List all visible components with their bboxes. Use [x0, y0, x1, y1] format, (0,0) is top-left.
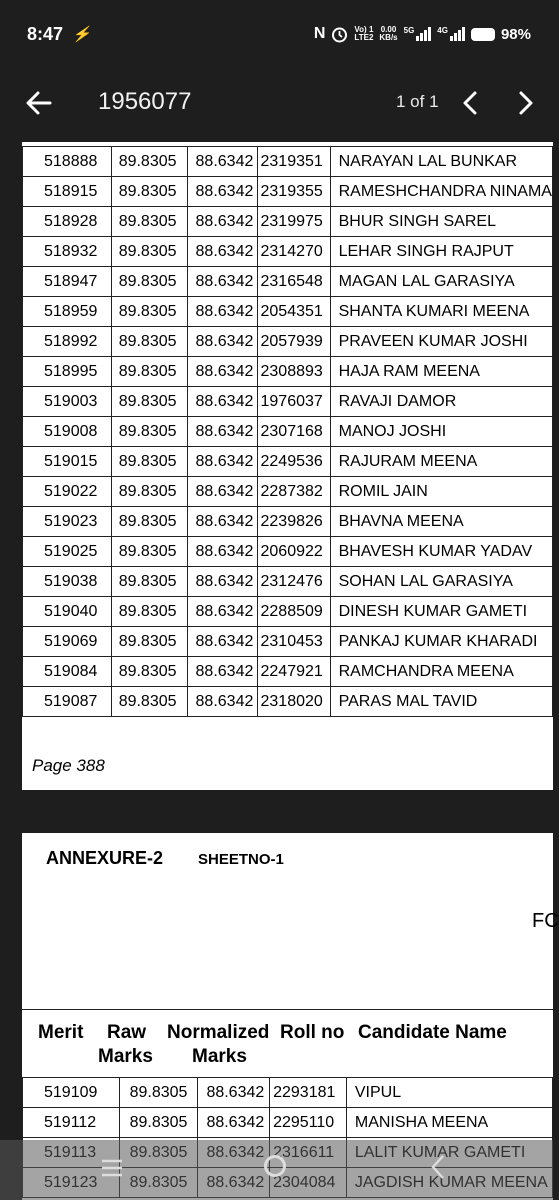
table-row — [23, 507, 553, 537]
table-row — [23, 687, 553, 717]
roll-no-cell: 2310453 — [257, 627, 330, 657]
candidate-name-cell: DINESH KUMAR GAMETI — [330, 597, 552, 627]
roll-no-cell: 2288509 — [257, 597, 330, 627]
header-raw-line2: Marks — [98, 1046, 153, 1067]
candidate-name-cell: MANOJ JOSHI — [330, 417, 552, 447]
raw-marks-cell: 89.8305 — [112, 507, 187, 537]
raw-marks-cell: 89.8305 — [112, 477, 187, 507]
normalized-marks-cell: 88.6342 — [187, 417, 257, 447]
header-merit: Merit — [38, 1022, 84, 1043]
roll-no-cell: 2249536 — [257, 447, 330, 477]
roll-no-cell: 2307168 — [257, 417, 330, 447]
normalized-marks-cell: 88.6342 — [187, 237, 257, 267]
candidate-name-cell: PARAS MAL TAVID — [330, 687, 552, 717]
status-time: 8:47 — [27, 24, 64, 44]
roll-no-cell: 2247921 — [257, 657, 330, 687]
battery-percent: 98% — [500, 25, 531, 43]
normalized-marks-cell: 88.6342 — [187, 447, 257, 477]
header-candidate-name: Candidate Name — [358, 1022, 507, 1043]
raw-marks-cell: 89.8305 — [112, 327, 187, 357]
raw-marks-cell: 89.8305 — [112, 537, 187, 567]
merit-cell: 519087 — [23, 687, 112, 717]
sheet-number: SHEETNO-1 — [198, 851, 284, 868]
raw-marks-cell: 89.8305 — [112, 387, 187, 417]
table-row — [23, 567, 553, 597]
candidate-name-cell: ROMIL JAIN — [330, 477, 552, 507]
candidate-name-cell: RAMCHANDRA MEENA — [330, 657, 552, 687]
raw-marks-cell: 89.8305 — [112, 597, 187, 627]
candidate-name-cell: MANISHA MEENA — [346, 1108, 552, 1138]
roll-no-cell: 1976037 — [257, 387, 330, 417]
normalized-marks-cell: 88.6342 — [187, 387, 257, 417]
table-row — [23, 177, 553, 207]
table-row — [23, 327, 553, 357]
battery-icon — [471, 28, 495, 41]
candidate-name-cell: PANKAJ KUMAR KHARADI — [330, 627, 552, 657]
raw-marks-cell: 89.8305 — [112, 207, 187, 237]
raw-marks-cell: 89.8305 — [112, 657, 187, 687]
header-top-border — [22, 1009, 553, 1010]
normalized-marks-cell: 88.6342 — [198, 1108, 270, 1138]
merit-cell: 518947 — [23, 267, 112, 297]
candidate-name-cell: BHAVESH KUMAR YADAV — [330, 537, 552, 567]
chevron-right-icon[interactable] — [513, 86, 537, 120]
normalized-marks-cell: 88.6342 — [187, 597, 257, 627]
roll-no-cell: 2057939 — [257, 327, 330, 357]
nfc-icon: N — [313, 25, 326, 42]
table-row — [23, 657, 553, 687]
roll-no-cell: 2314270 — [257, 237, 330, 267]
header-normalized-line1: Normalized — [167, 1022, 270, 1043]
candidate-name-cell: MAGAN LAL GARASIYA — [330, 267, 552, 297]
normalized-marks-cell: 88.6342 — [187, 477, 257, 507]
roll-no-cell: 2293181 — [270, 1078, 347, 1108]
table-row — [23, 1108, 553, 1138]
table-row — [23, 237, 553, 267]
signal-4g: 4G — [437, 27, 465, 41]
back-nav-icon[interactable] — [430, 1154, 446, 1180]
merit-cell: 519038 — [23, 567, 112, 597]
raw-marks-cell: 89.8305 — [112, 267, 187, 297]
roll-no-cell: 2319355 — [257, 177, 330, 207]
raw-marks-cell: 89.8305 — [112, 147, 187, 177]
raw-marks-cell: 89.8305 — [112, 417, 187, 447]
merit-cell: 518932 — [23, 237, 112, 267]
roll-no-cell: 2060922 — [257, 537, 330, 567]
merit-cell: 518995 — [23, 357, 112, 387]
table-row — [23, 627, 553, 657]
table-row — [23, 207, 553, 237]
document-title: 1956077 — [98, 88, 192, 115]
merit-cell: 519015 — [23, 447, 112, 477]
normalized-marks-cell: 88.6342 — [187, 207, 257, 237]
roll-no-cell: 2295110 — [270, 1108, 347, 1138]
table-row — [23, 477, 553, 507]
merit-cell: 518928 — [23, 207, 112, 237]
roll-no-cell: 2312476 — [257, 567, 330, 597]
candidate-name-cell: BHUR SINGH SAREL — [330, 207, 552, 237]
alarm-icon — [331, 26, 348, 43]
raw-marks-cell: 89.8305 — [112, 177, 187, 207]
candidate-name-cell: RAJURAM MEENA — [330, 447, 552, 477]
merit-cell: 519109 — [23, 1078, 120, 1108]
roll-no-cell: 2319975 — [257, 207, 330, 237]
merit-cell: 519023 — [23, 507, 112, 537]
normalized-marks-cell: 88.6342 — [187, 567, 257, 597]
candidate-name-cell: NARAYAN LAL BUNKAR — [330, 147, 552, 177]
candidate-name-cell: LEHAR SINGH RAJPUT — [330, 237, 552, 267]
normalized-marks-cell: 88.6342 — [187, 537, 257, 567]
normalized-marks-cell: 88.6342 — [187, 657, 257, 687]
roll-no-cell: 2054351 — [257, 297, 330, 327]
table-row — [23, 447, 553, 477]
roll-no-cell: 2308893 — [257, 357, 330, 387]
header-normalized-line2: Marks — [192, 1046, 247, 1067]
merit-cell: 519069 — [23, 627, 112, 657]
chevron-left-icon[interactable] — [459, 86, 483, 120]
merit-cell: 519008 — [23, 417, 112, 447]
signal-bars-icon — [416, 27, 431, 41]
table-row — [23, 357, 553, 387]
normalized-marks-cell: 88.6342 — [187, 627, 257, 657]
raw-marks-cell: 89.8305 — [112, 237, 187, 267]
normalized-marks-cell: 88.6342 — [187, 687, 257, 717]
candidate-name-cell: VIPUL — [346, 1078, 552, 1108]
candidate-name-cell: SHANTA KUMARI MEENA — [330, 297, 552, 327]
normalized-marks-cell: 88.6342 — [187, 357, 257, 387]
header-raw-line1: Raw — [107, 1022, 147, 1043]
normalized-marks-cell: 88.6342 — [198, 1078, 270, 1108]
signal-5g: 5G — [404, 27, 432, 41]
flash-charging-icon: ⚡ — [72, 26, 91, 43]
back-arrow-icon[interactable] — [24, 86, 54, 120]
candidate-name-cell: SOHAN LAL GARASIYA — [330, 567, 552, 597]
table-row — [23, 537, 553, 567]
results-table — [22, 146, 553, 717]
merit-cell: 518959 — [23, 297, 112, 327]
roll-no-cell: 2316548 — [257, 267, 330, 297]
table-row — [23, 387, 553, 417]
raw-marks-cell: 89.8305 — [112, 627, 187, 657]
roll-no-cell: 2319351 — [257, 147, 330, 177]
raw-marks-cell: 89.8305 — [112, 357, 187, 387]
candidate-name-cell: HAJA RAM MEENA — [330, 357, 552, 387]
raw-marks-cell: 89.8305 — [120, 1108, 198, 1138]
table-row — [23, 147, 553, 177]
status-icons — [314, 25, 531, 43]
page-label: Page 388 — [32, 756, 105, 775]
page-indicator: 1 of 1 — [396, 92, 439, 111]
raw-marks-cell: 89.8305 — [112, 567, 187, 597]
normalized-marks-cell: 88.6342 — [187, 507, 257, 537]
roll-no-cell: 2318020 — [257, 687, 330, 717]
system-nav-bar — [0, 1140, 553, 1200]
header-roll-no: Roll no — [280, 1022, 345, 1043]
merit-cell: 519025 — [23, 537, 112, 567]
candidate-name-cell: RAMESHCHANDRA NINAMA — [330, 177, 552, 207]
volte-lte-indicator: Vo) 1 LTE2 — [354, 25, 374, 42]
roll-no-cell: 2287382 — [257, 477, 330, 507]
table-row — [23, 1078, 553, 1108]
roll-no-cell: 2239826 — [257, 507, 330, 537]
candidate-name-cell: RAVAJI DAMOR — [330, 387, 552, 417]
annexure-title: ANNEXURE-2 — [46, 848, 164, 868]
candidate-name-cell: PRAVEEN KUMAR JOSHI — [330, 327, 552, 357]
candidate-name-cell: BHAVNA MEENA — [330, 507, 552, 537]
normalized-marks-cell: 88.6342 — [187, 327, 257, 357]
recent-apps-icon[interactable] — [100, 1158, 124, 1178]
normalized-marks-cell: 88.6342 — [187, 147, 257, 177]
network-speed: 0.00 KB/s — [379, 25, 398, 42]
merit-cell: 519084 — [23, 657, 112, 687]
merit-cell: 519112 — [23, 1108, 120, 1138]
normalized-marks-cell: 88.6342 — [187, 267, 257, 297]
home-icon[interactable] — [264, 1155, 286, 1177]
merit-cell: 519040 — [23, 597, 112, 627]
merit-cell: 518915 — [23, 177, 112, 207]
table-row — [23, 597, 553, 627]
table-row — [23, 417, 553, 447]
raw-marks-cell: 89.8305 — [112, 447, 187, 477]
merit-cell: 518888 — [23, 147, 112, 177]
status-bar — [0, 0, 553, 68]
app-bar — [0, 68, 553, 142]
merit-cell: 519003 — [23, 387, 112, 417]
pdf-page-388 — [22, 142, 553, 790]
merit-cell: 519022 — [23, 477, 112, 507]
signal-bars-icon — [450, 27, 465, 41]
raw-marks-cell: 89.8305 — [112, 297, 187, 327]
table-row — [23, 297, 553, 327]
raw-marks-cell: 89.8305 — [112, 687, 187, 717]
raw-marks-cell: 89.8305 — [120, 1078, 198, 1108]
merit-cell: 518992 — [23, 327, 112, 357]
normalized-marks-cell: 88.6342 — [187, 177, 257, 207]
table-row — [23, 267, 553, 297]
cut-off-heading-text: FC — [532, 910, 559, 932]
normalized-marks-cell: 88.6342 — [187, 297, 257, 327]
